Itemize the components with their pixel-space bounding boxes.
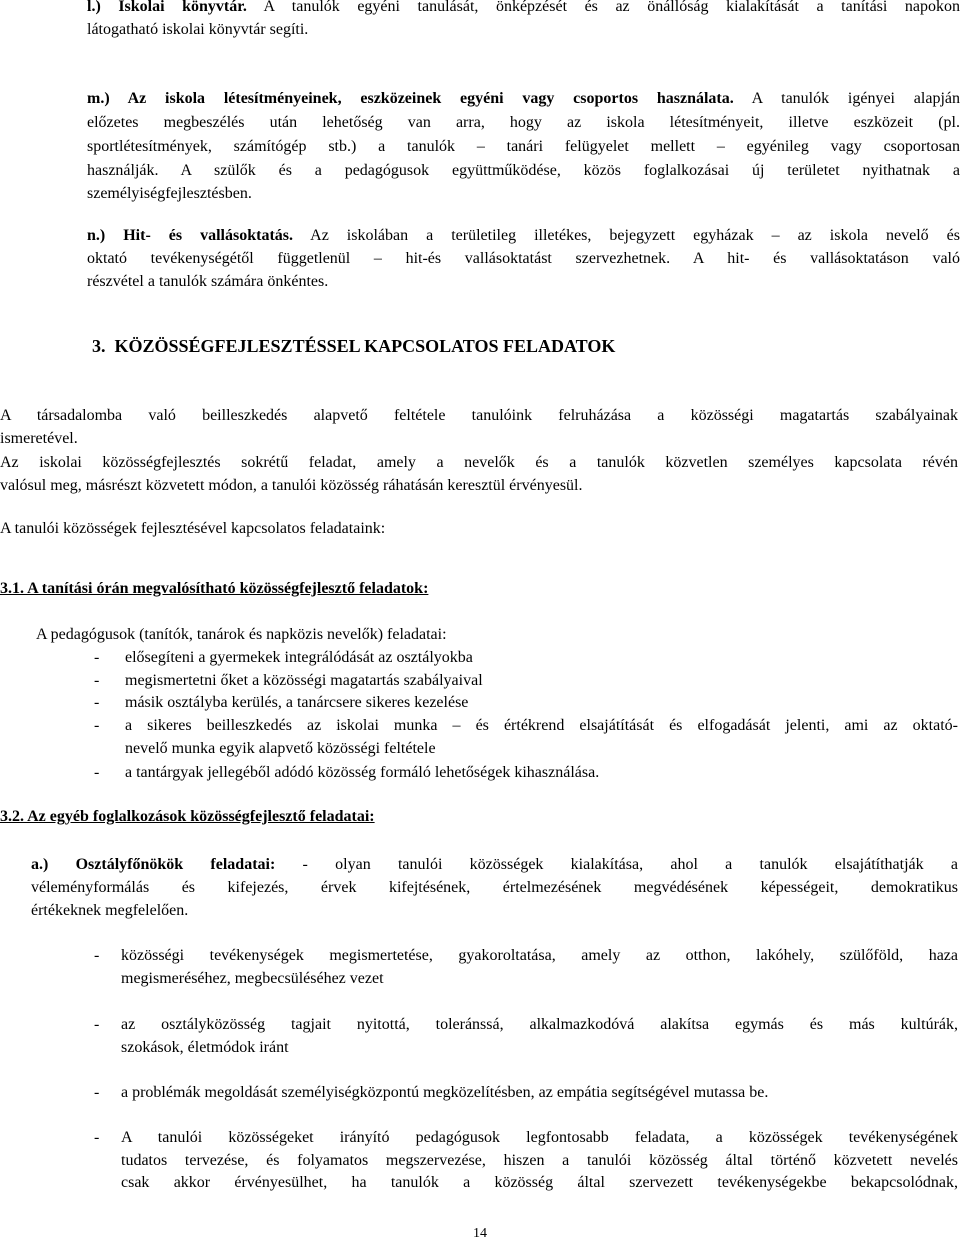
list-item: a sikeres beilleszkedés az iskolai munka – és értékrend elsajátítását és elfogadását jelenti, ami az oktató- bbox=[125, 717, 958, 734]
chapter-3-title: KÖZÖSSÉGFEJLESZTÉSSEL KAPCSOLATOS FELADATOK bbox=[114, 336, 616, 356]
section-3-2-heading: 3.2. Az egyéb foglalkozások közösségfejlesztő feladatai: bbox=[0, 808, 375, 825]
list-dash: - bbox=[94, 672, 100, 689]
section-m-line2: előzetes megbeszélés után lehetőség van arra, hogy az iskola létesítményeit, illetve eszközeit (pl. bbox=[87, 114, 960, 131]
chapter-3-heading bbox=[92, 335, 615, 357]
list-dash: - bbox=[94, 1084, 100, 1101]
list-item-continuation: megismeréséhez, megbecsüléséhez vezet bbox=[121, 970, 384, 987]
list-item: a problémák megoldását személyiségközpontú megközelítésben, az empátia segítségével mutassa be. bbox=[121, 1084, 769, 1101]
list-item-continuation: szokások, életmódok iránt bbox=[121, 1039, 289, 1056]
section-3-2-a-line3: értékeknek megfelelően. bbox=[31, 902, 189, 919]
list-dash: - bbox=[94, 1016, 100, 1033]
page-number: 14 bbox=[473, 1226, 487, 1241]
list-dash: - bbox=[94, 764, 100, 781]
list-item-continuation: tudatos tervezése, és folyamatos megszervezése, hiszen a tanulói közösség által történő közvetett nevelés bbox=[121, 1152, 958, 1169]
list-item: másik osztályba kerülés, a tanárcsere sikeres kezelése bbox=[125, 694, 469, 711]
list-item-continuation: csak akkor érvényesülhet, ha tanulók a közösség által szervezett tevékenységekbe bekapcsolódnak, bbox=[121, 1174, 958, 1191]
section-3-2-a-label: a.) Osztályfőnökök feladatai: bbox=[31, 856, 276, 873]
section-3-1-lead: A pedagógusok (tanítók, tanárok és napközis nevelők) feladatai: bbox=[36, 626, 447, 643]
intro-p2-line2: valósul meg, másrészt közvetett módon, a tanulói közösség ráhatásán keresztül érvényesül. bbox=[0, 477, 583, 494]
list-item-continuation: nevelő munka egyik alapvető közösségi feltétele bbox=[125, 740, 436, 757]
section-m-line4: használják. A szülők és a pedagógusok együttműködése, közös foglalkozásai új területet nyithatnak a bbox=[87, 162, 960, 179]
section-3-2-a-line2: véleményformálás és kifejezés, érvek kifejtésének, értelmezésének megvédésének képességeit, demokratikus bbox=[31, 879, 958, 896]
list-item: megismertetni őket a közösségi magatartás szabályaival bbox=[125, 672, 483, 689]
chapter-3-number: 3. bbox=[92, 336, 106, 356]
intro-p1-line1: A társadalomba való beilleszkedés alapvető feltétele tanulóink felruházása a közösségi magatartás szabályainak bbox=[0, 407, 958, 424]
section-m-line3: sportlétesítmények, számítógép stb.) a tanulók – tanári felügyelet mellett – egyénileg vagy csoportosan bbox=[87, 138, 960, 155]
section-l-line2: látogatható iskolai könyvtár segíti. bbox=[87, 21, 309, 38]
list-dash: - bbox=[94, 947, 100, 964]
section-l-line1: l.) Iskolai könyvtár. A tanulók egyéni tanulását, önképzését és az önállóság kialakítását a tanítási napokon bbox=[87, 0, 960, 15]
section-m-label: m.) Az iskola létesítményeinek, eszközeinek egyéni vagy csoportos használata. bbox=[87, 90, 734, 107]
section-m-line5: személyiségfejlesztésben. bbox=[87, 185, 252, 202]
list-dash: - bbox=[94, 649, 100, 666]
section-n-line1: n.) Hit- és vallásoktatás. Az iskolában a területileg illetékes, bejegyzett egyházak – az iskola nevelő és bbox=[87, 227, 960, 244]
list-item: az osztályközösség tagjait nyitottá, toleránssá, alkalmazkodóvá alakítsa egymás és más kultúrák, bbox=[121, 1016, 958, 1033]
list-item: A tanulói közösségeket irányító pedagógusok legfontosabb feladata, a közösségek tevékenységének bbox=[121, 1129, 958, 1146]
list-dash: - bbox=[94, 1129, 100, 1146]
section-m-line1: m.) Az iskola létesítményeinek, eszközeinek egyéni vagy csoportos használata. A tanulók igényei alapján bbox=[87, 90, 960, 107]
list-item: elősegíteni a gyermekek integrálódását az osztályokba bbox=[125, 649, 473, 666]
list-item: közösségi tevékenységek megismertetése, gyakoroltatása, amely az otthon, lakóhely, szülőföld, haza bbox=[121, 947, 958, 964]
section-n-line3: részvétel a tanulók számára önkéntes. bbox=[87, 273, 329, 290]
intro-p3: A tanulói közösségek fejlesztésével kapcsolatos feladataink: bbox=[0, 520, 386, 537]
section-n-label: n.) Hit- és vallásoktatás. bbox=[87, 227, 294, 244]
list-dash: - bbox=[94, 717, 100, 734]
section-l-label: l.) Iskolai könyvtár. bbox=[87, 0, 247, 15]
section-n-line2: oktató tevékenységétől függetlenül – hit-és vallásoktatást szervezhetnek. A hit- és vallásoktatáson való bbox=[87, 250, 960, 267]
intro-p1-line2: ismeretével. bbox=[0, 430, 78, 447]
section-3-1-heading: 3.1. A tanítási órán megvalósítható közösségfejlesztő feladatok: bbox=[0, 580, 429, 597]
section-3-2-a-line1: a.) Osztályfőnökök feladatai: - olyan tanulói közösségek kialakítása, ahol a tanulók elsajátíthatják a bbox=[31, 856, 958, 873]
list-dash: - bbox=[94, 694, 100, 711]
intro-p2-line1: Az iskolai közösségfejlesztés sokrétű feladat, amely a nevelők és a tanulók közvetlen személyes kapcsolata révén bbox=[0, 454, 958, 471]
list-item: a tantárgyak jellegéből adódó közösség formáló lehetőségek kihasználása. bbox=[125, 764, 600, 781]
